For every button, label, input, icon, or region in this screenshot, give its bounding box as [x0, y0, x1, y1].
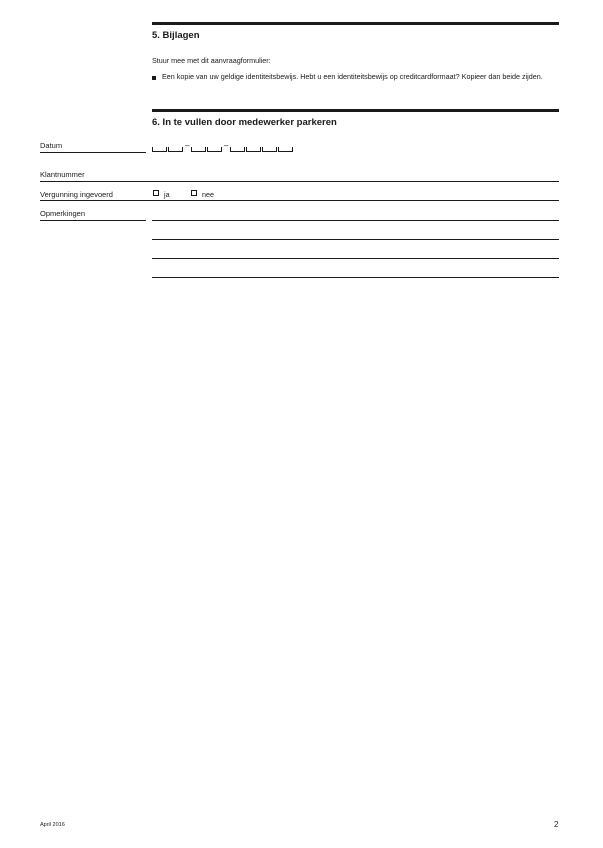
datum-label: Datum [40, 141, 63, 150]
opmerkingen-input-line[interactable] [152, 258, 559, 259]
opmerkingen-label-underline [40, 220, 146, 221]
footer-date: April 2016 [40, 822, 65, 828]
bullet-icon [152, 76, 156, 80]
date-digit-box[interactable] [207, 147, 222, 152]
date-digit-box[interactable] [152, 147, 167, 152]
vergunning-label: Vergunning ingevoerd [40, 190, 113, 199]
vergunning-line [40, 200, 559, 201]
date-digit-box[interactable] [246, 147, 261, 152]
opmerkingen-input-line[interactable] [152, 220, 559, 221]
section-5-top-rule [152, 22, 559, 25]
section-5-bullet-text: Een kopie van uw geldige identiteitsbewijs. Hebt u een identiteitsbewijs op creditcardformaat? Kopieer dan beide zijden. [162, 72, 543, 81]
date-digit-box[interactable] [191, 147, 206, 152]
opmerkingen-input-line[interactable] [152, 277, 559, 278]
checkbox-nee-label: nee [202, 190, 214, 199]
checkbox-nee[interactable] [191, 190, 197, 196]
klantnummer-label: Klantnummer [40, 170, 85, 179]
date-separator: – [185, 141, 190, 150]
date-separator: – [224, 141, 229, 150]
date-digit-box[interactable] [278, 147, 293, 152]
date-digit-box[interactable] [230, 147, 245, 152]
checkbox-ja[interactable] [153, 190, 159, 196]
section-5-intro: Stuur mee met dit aanvraagformulier: [152, 56, 271, 65]
section-6-title: 6. In te vullen door medewerker parkeren [152, 117, 337, 128]
section-5-title: 5. Bijlagen [152, 30, 200, 41]
date-digit-box[interactable] [262, 147, 277, 152]
klantnummer-input-line[interactable] [40, 181, 559, 182]
page-number: 2 [554, 820, 559, 829]
date-digit-box[interactable] [168, 147, 183, 152]
datum-label-underline [40, 152, 146, 153]
section-6-top-rule [152, 109, 559, 112]
opmerkingen-input-line[interactable] [152, 239, 559, 240]
checkbox-ja-label: ja [164, 190, 170, 199]
opmerkingen-label: Opmerkingen [40, 209, 86, 218]
